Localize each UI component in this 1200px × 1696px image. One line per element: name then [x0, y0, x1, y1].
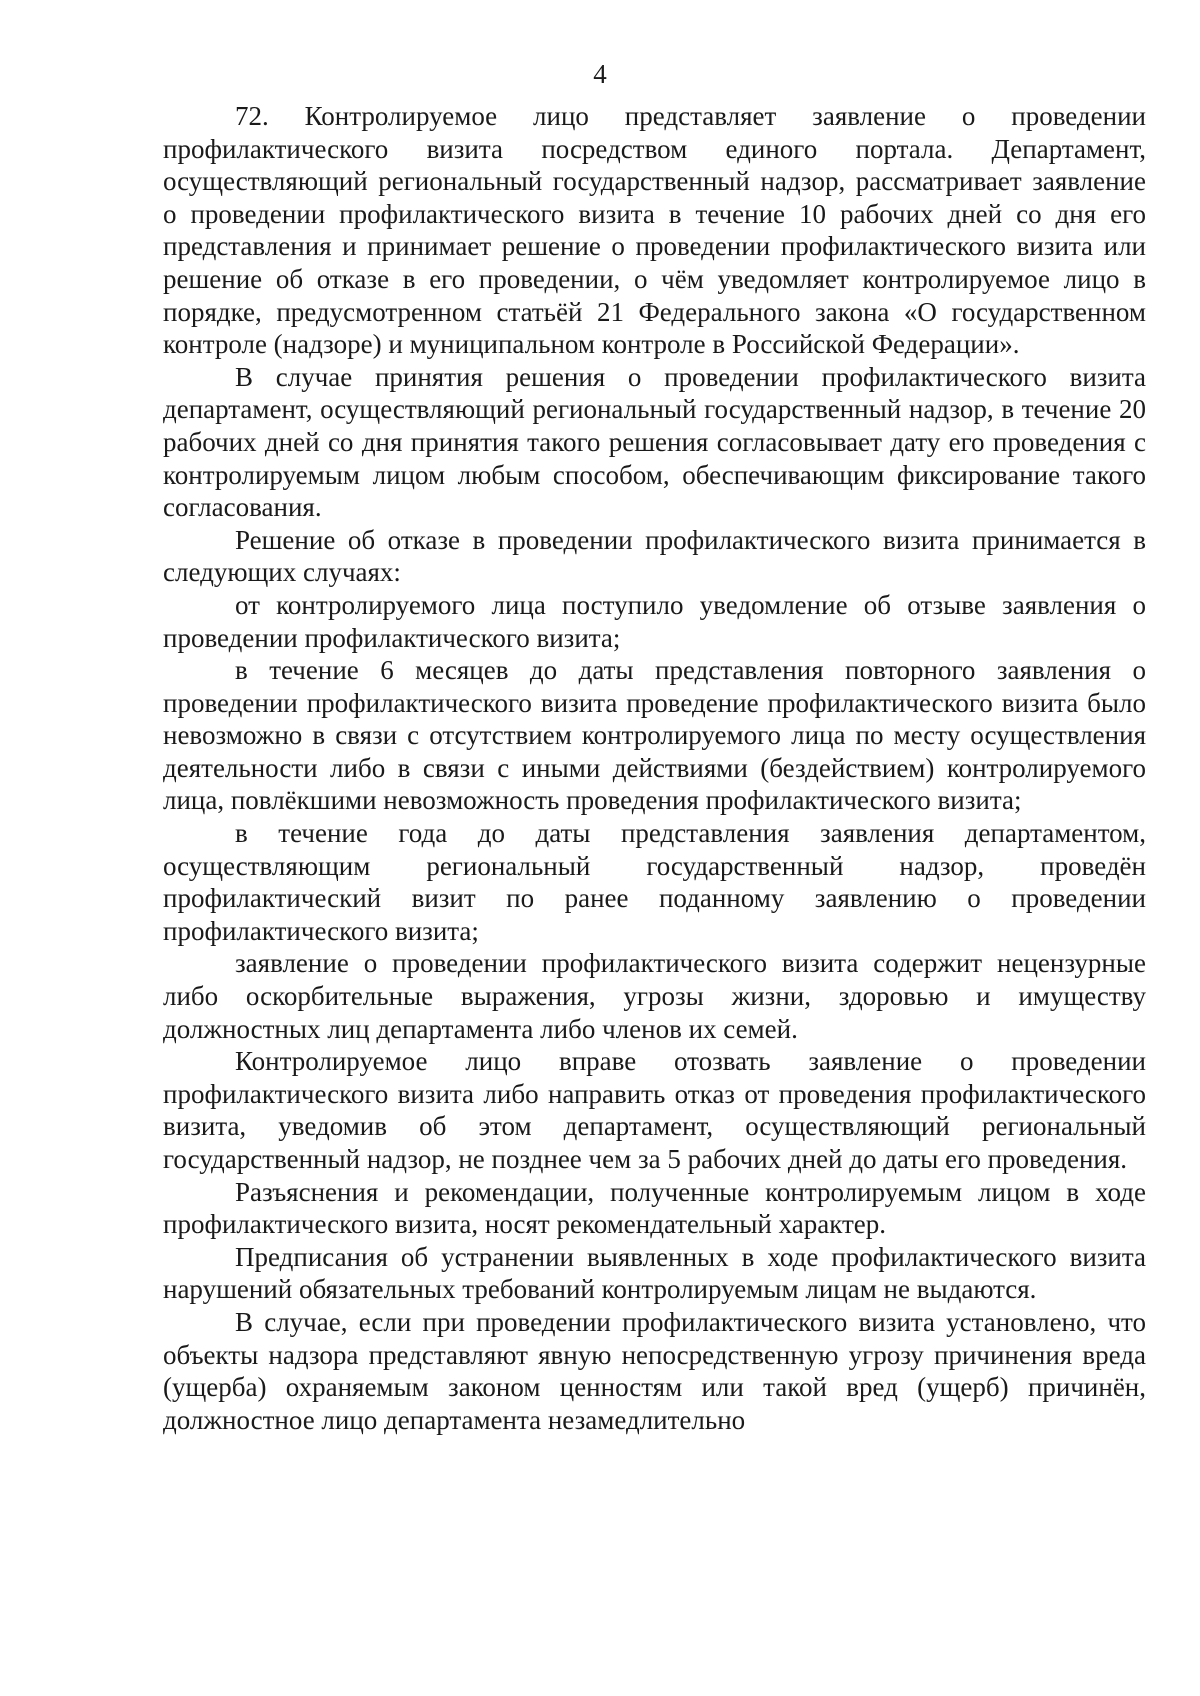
list-item-offensive-content: заявление о проведении профилактического визита содержит нецензурные либо оскорбительные выражения, угрозы жизни, здоровью и имуществу должностных лиц департамента либо членов их семей.	[163, 948, 1146, 1044]
paragraph-withdraw-right: Контролируемое лицо вправе отозвать заявление о проведении профилактического визита либо направить отказ от проведения профилактического визита, уведомив об этом департамент, осуществляющий региональный государственный надзор, не позднее чем за 5 рабочих дней до даты его проведения.	[163, 1046, 1146, 1174]
list-item-six-months: в течение 6 месяцев до даты представления повторного заявления о проведении профилактического визита проведение профилактического визита было невозможно в связи с отсутствием контролируемого лица по месту осуществления деятельности либо в связи с иными действиями (бездействием) контролируемого лица, повлёкшими невозможность проведения профилактического визита;	[163, 655, 1146, 816]
paragraph-recommendations: Разъяснения и рекомендации, полученные контролируемым лицом в ходе профилактического визита, носят рекомендательный характер.	[163, 1176, 1146, 1240]
list-item-within-year: в течение года до даты представления заявления департаментом, осуществляющим региональный государственный надзор, проведён профилактический визит по ранее поданному заявлению о проведении профилактического визита;	[163, 818, 1146, 946]
document-body	[163, 100, 1146, 1436]
paragraph-no-orders: Предписания об устранении выявленных в ходе профилактического визита нарушений обязательных требований контролируемым лицам не выдаются.	[163, 1241, 1146, 1305]
paragraph-date-agreement: В случае принятия решения о проведении профилактического визита департамент, осуществляющий региональный государственный надзор, в течение 20 рабочих дней со дня принятия такого решения согласовывает дату его проведения с контролируемым лицом любым способом, обеспечивающим фиксирование такого согласования.	[163, 361, 1146, 523]
page-number: 4	[593, 59, 607, 89]
paragraph-72-application: 72. Контролируемое лицо представляет заявление о проведении профилактического визита посредством единого портала. Департамент, осуществляющий региональный государственный надзор, рассматривает заявление о проведении профилактического визита в течение 10 рабочих дней со дня его представления и принимает решение о проведении профилактического визита или решение об отказе в его проведении, о чём уведомляет контролируемое лицо в порядке, предусмотренном статьёй 21 Федерального закона «О государственном контроле (надзоре) и муниципальном контроле в Российской Федерации».	[163, 101, 1146, 360]
list-item-withdrawal: от контролируемого лица поступило уведомление об отзыве заявления о проведении профилактического визита;	[163, 589, 1146, 653]
paragraph-threat-case: В случае, если при проведении профилактического визита установлено, что объекты надзора представляют явную непосредственную угрозу причинения вреда (ущерба) охраняемым законом ценностям или такой вред (ущерб) причинён, должностное лицо департамента незамедлительно	[163, 1306, 1146, 1435]
paragraph-refusal-intro: Решение об отказе в проведении профилактического визита принимается в следующих случаях:	[163, 524, 1146, 588]
